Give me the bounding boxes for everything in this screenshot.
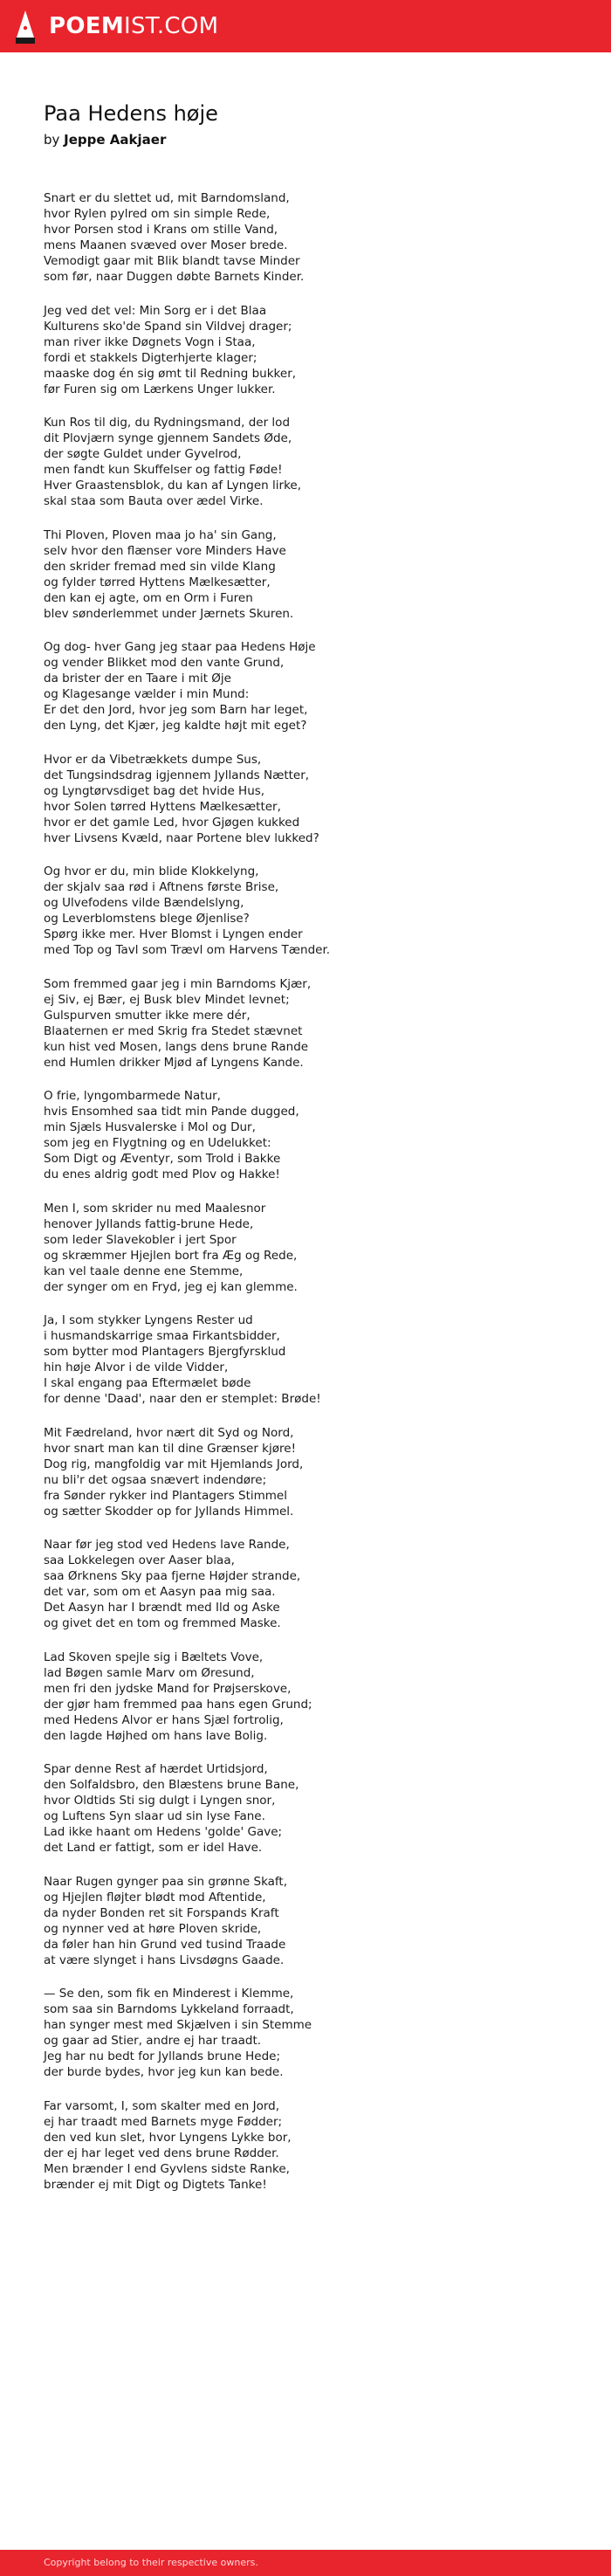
poem-body bbox=[44, 190, 585, 2210]
poem-line: og nynner ved at høre Ploven skride, bbox=[44, 1921, 262, 1936]
pen-nib-logo-icon bbox=[14, 9, 37, 44]
poem-line: hvor Solen tørred Hyttens Mælkesætter, bbox=[44, 799, 281, 814]
author-link[interactable]: Jeppe Aakjaer bbox=[64, 132, 167, 148]
poem-line: hvor er det gamle Led, hvor Gjøgen kukked bbox=[44, 815, 300, 830]
poem-line: den Lyng, det Kjær, jeg kaldte højt mit eget? bbox=[44, 719, 307, 733]
poem-line: at være slynget i hans Livsdøgns Gaade. bbox=[44, 1953, 285, 1967]
stanza bbox=[44, 1425, 585, 1519]
poem-line: da nyder Bonden ret sit Forspands Kraft bbox=[44, 1905, 279, 1920]
poem-line: som jeg en Flygtning og en Udelukket: bbox=[44, 1136, 271, 1150]
poem-line: med Top og Tavl som Trævl om Harvens Tænder. bbox=[44, 943, 331, 957]
poem-line: men fandt kun Skuffelser og fattig Føde! bbox=[44, 463, 283, 477]
stanza bbox=[44, 1537, 585, 1631]
poem-line: lad Bøgen samle Marv om Øresund, bbox=[44, 1665, 255, 1680]
poem-line: Far varsomt, I, som skalter med en Jord, bbox=[44, 2098, 280, 2113]
poem-line: Kun Ros til dig, du Rydningsmand, der lod bbox=[44, 416, 291, 430]
poem-line: Som fremmed gaar jeg i min Barndoms Kjær, bbox=[44, 976, 312, 991]
poem-line: Og hvor er du, min blide Klokkelyng, bbox=[44, 864, 259, 878]
poem-line: som bytter mod Plantagers Bjergfyrsklud bbox=[44, 1345, 286, 1359]
poem-line: mens Maanen svæved over Moser brede. bbox=[44, 238, 288, 252]
poem-line: der synger om en Fryd, jeg ej kan glemme. bbox=[44, 1279, 298, 1294]
poem-line: der gjør ham fremmed paa hans egen Grund; bbox=[44, 1697, 312, 1712]
poem-line: det Tungsindsdrag igjennem Jyllands Nætter, bbox=[44, 768, 310, 782]
stanza bbox=[44, 303, 585, 397]
poem-line: og sætter Skodder op for Jyllands Himmel. bbox=[44, 1504, 294, 1519]
poem-line: end Humlen drikker Mjød af Lyngens Kande. bbox=[44, 1055, 304, 1070]
poem-line: Ja, I som stykker Lyngens Rester ud bbox=[44, 1313, 253, 1327]
poem-line: som saa sin Barndoms Lykkeland forraadt, bbox=[44, 2002, 294, 2016]
poem-line: du enes aldrig godt med Plov og Hakke! bbox=[44, 1167, 280, 1181]
stanza bbox=[44, 976, 585, 1071]
poem-line: og Lyngtørvsdiget bag det hvide Hus, bbox=[44, 783, 265, 798]
poem-line: Vemodigt gaar mit Blik blandt tavse Minder bbox=[44, 254, 300, 268]
poem-line: og vender Blikket mod den vante Grund, bbox=[44, 656, 285, 670]
poem-line: fordi et stakkels Digterhjerte klager; bbox=[44, 350, 257, 365]
poem-line: Som Digt og Æventyr, som Trold i Bakke bbox=[44, 1152, 281, 1166]
poem-line: den skrider fremad med sin vilde Klang bbox=[44, 559, 276, 574]
poem-line: og Hjejlen fløjter blødt mod Aftentide, bbox=[44, 1890, 266, 1904]
stanza bbox=[44, 1088, 585, 1182]
poem-line: hvis Ensomhed saa tidt min Pande dugged, bbox=[44, 1105, 299, 1119]
poem-line: kan vel taale denne ene Stemme, bbox=[44, 1264, 244, 1278]
poem-line: Spørg ikke mer. Hver Blomst i Lyngen ender bbox=[44, 927, 303, 941]
poem-line: nu bli'r det ogsaa snævert indendøre; bbox=[44, 1472, 267, 1487]
poem-line: Blaaternen er med Skrig fra Stedet stævnet bbox=[44, 1023, 303, 1038]
poem-line: blev sønderlemmet under Jærnets Skuren. bbox=[44, 606, 294, 621]
stanza bbox=[44, 752, 585, 846]
poem-line: Er det den Jord, hvor jeg som Barn har leget, bbox=[44, 703, 308, 717]
poem-line: Hver Graastensblok, du kan af Lyngen lirke, bbox=[44, 479, 302, 492]
poem-line: hvor Porsen stod i Krans om stille Vand, bbox=[44, 223, 278, 237]
poem-title: Paa Hedens høje bbox=[44, 101, 218, 126]
poem-line: det var, som om et Aasyn paa mig saa. bbox=[44, 1585, 276, 1599]
poem-line: og skræmmer Hjejlen bort fra Æg og Rede, bbox=[44, 1248, 298, 1263]
poem-line: som før, naar Duggen døbte Barnets Kinder. bbox=[44, 270, 305, 284]
poem-line: før Furen sig om Lærkens Unger lukker. bbox=[44, 382, 276, 396]
poem-line: Spar denne Rest af hærdet Urtidsjord, bbox=[44, 1762, 268, 1776]
site-logo-link[interactable] bbox=[14, 9, 241, 44]
poem-line: Snart er du slettet ud, mit Barndomsland, bbox=[44, 191, 290, 205]
poem-line: Jeg har nu bedt for Jyllands brune Hede; bbox=[44, 2049, 281, 2063]
poem-line: hvor Oldtids Sti sig dulgt i Lyngen snor, bbox=[44, 1794, 276, 1808]
poem-line: Thi Ploven, Ploven maa jo ha' sin Gang, bbox=[44, 527, 277, 542]
poem-line: og Klagesange vælder i min Mund: bbox=[44, 687, 250, 701]
poem-line: der søgte Guldet under Gyvelrod, bbox=[44, 447, 242, 461]
poem-line: henover Jyllands fattig-brune Hede, bbox=[44, 1216, 254, 1231]
poem-line: Gulspurven smutter ikke mere dér, bbox=[44, 1008, 251, 1023]
poem-line: Kulturens sko'de Spand sin Vildvej drager; bbox=[44, 319, 292, 334]
poem-line: i husmandskarrige smaa Firkantsbidder, bbox=[44, 1329, 280, 1343]
poem-line: da brister der en Taare i mit Øje bbox=[44, 672, 231, 685]
poem-line: I skal engang paa Eftermælet bøde bbox=[44, 1376, 251, 1390]
poem-line: Men I, som skrider nu med Maalesnor bbox=[44, 1201, 266, 1216]
logo-text-light: IST.COM bbox=[124, 13, 219, 39]
stanza bbox=[44, 1312, 585, 1407]
poem-line: Lad Skoven spejle sig i Bæltets Vove, bbox=[44, 1650, 264, 1664]
poem-line: min Sjæls Husvalerske i Mol og Dur, bbox=[44, 1120, 256, 1134]
poem-line: skal staa som Bauta over ædel Virke. bbox=[44, 494, 264, 508]
poem-line: den kan ej agte, om en Orm i Furen bbox=[44, 590, 253, 605]
poem-line: saa Lokkelegen over Aaser blaa, bbox=[44, 1553, 235, 1567]
poem-line: og Luftens Syn slaar ud sin lyse Fane. bbox=[44, 1809, 265, 1823]
poem-line: man river ikke Døgnets Vogn i Staa, bbox=[44, 334, 256, 349]
byline bbox=[44, 131, 166, 148]
poem-line: hver Livsens Kvæld, naar Portene blev lukked? bbox=[44, 830, 319, 845]
poem-line: og Leverblomstens blege Øjenlise? bbox=[44, 912, 250, 926]
poem-line: og gaar ad Stier, andre ej har traadt. bbox=[44, 2034, 262, 2048]
poem-line: Mit Fædreland, hvor nært dit Syd og Nord, bbox=[44, 1425, 294, 1440]
poem-line: hvor Rylen pylred om sin simple Rede, bbox=[44, 207, 271, 221]
poem-line: men fri den jydske Mand for Prøjserskove, bbox=[44, 1681, 292, 1696]
stanza bbox=[44, 527, 585, 622]
copyright-text: Copyright belong to their respective owners. bbox=[44, 2557, 258, 2568]
poem-line: der burde bydes, hvor jeg kun kan bede. bbox=[44, 2065, 284, 2079]
poem-line: Naar Rugen gynger paa sin grønne Skaft, bbox=[44, 1874, 288, 1889]
site-logo-text bbox=[49, 12, 218, 40]
poem-line: og fylder tørred Hyttens Mælkesætter, bbox=[44, 575, 271, 589]
poem-line: hin høje Alvor i de vilde Vidder, bbox=[44, 1360, 229, 1374]
poem-line: brænder ej mit Digt og Digtets Tanke! bbox=[44, 2177, 267, 2192]
stanza bbox=[44, 1650, 585, 1744]
poem-line: — Se den, som fik en Minderest i Klemme, bbox=[44, 1987, 294, 2001]
poem-line: den ved kun slet, hvor Lyngens Lykke bor, bbox=[44, 2130, 292, 2145]
poem-line: han synger mest med Skjælven i sin Stemme bbox=[44, 2018, 312, 2032]
poem-line: med Hedens Alvor er hans Sjæl fortrolig, bbox=[44, 1712, 284, 1727]
site-footer bbox=[0, 2550, 611, 2576]
poem-line: Jeg ved det vel: Min Sorg er i det Blaa bbox=[44, 303, 267, 318]
poem-line: ej har traadt med Barnets myge Fødder; bbox=[44, 2114, 283, 2129]
poem-line: Og dog- hver Gang jeg staar paa Hedens Høje bbox=[44, 640, 316, 654]
poem-line: Hvor er da Vibetrækkets dumpe Sus, bbox=[44, 752, 262, 767]
poem-line: da føler han hin Grund ved tusind Traade bbox=[44, 1937, 286, 1952]
stanza bbox=[44, 639, 585, 734]
poem-line: Lad ikke haant om Hedens 'golde' Gave; bbox=[44, 1825, 283, 1839]
poem-line: den Solfaldsbro, den Blæstens brune Bane, bbox=[44, 1778, 299, 1792]
poem-line: der ej har leget ved dens brune Rødder. bbox=[44, 2146, 279, 2160]
poem-line: Naar før jeg stod ved Hedens lave Rande, bbox=[44, 1538, 290, 1552]
site-header bbox=[0, 0, 611, 52]
poem-line: Men brænder I end Gyvlens sidste Ranke, bbox=[44, 2161, 290, 2176]
poem-line: og Ulvefodens vilde Bændelslyng, bbox=[44, 896, 244, 910]
stanza bbox=[44, 1761, 585, 1856]
stanza bbox=[44, 415, 585, 509]
poem-line: O frie, lyngombarmede Natur, bbox=[44, 1089, 221, 1103]
poem-line: ej Siv, ej Bær, ej Busk blev Mindet levnet; bbox=[44, 992, 290, 1007]
poem-line: dit Plovjærn synge gjennem Sandets Øde, bbox=[44, 431, 292, 445]
poem-line: maaske dog én sig ømt til Redning bukker, bbox=[44, 366, 297, 381]
poem-line: det Land er fattigt, som er idel Have. bbox=[44, 1841, 263, 1855]
poem-line: saa Ørknens Sky paa fjerne Højder strande, bbox=[44, 1569, 301, 1583]
poem-line: den lagde Højhed om hans lave Bolig. bbox=[44, 1728, 268, 1743]
poem-line: for denne 'Daad', naar den er stemplet: Brøde! bbox=[44, 1392, 321, 1406]
poem-line: hvor snart man kan til dine Grænser kjøre! bbox=[44, 1441, 296, 1456]
logo-text-bold: POEM bbox=[49, 13, 124, 39]
poem-line: Dog rig, mangfoldig var mit Hjemlands Jord, bbox=[44, 1457, 304, 1471]
byline-prefix: by bbox=[44, 132, 65, 148]
stanza bbox=[44, 1874, 585, 1968]
poem-line: selv hvor den flænser vore Minders Have bbox=[44, 543, 286, 558]
stanza bbox=[44, 2098, 585, 2193]
stanza bbox=[44, 1201, 585, 1295]
poem-line: der skjalv saa rød i Aftnens første Brise, bbox=[44, 880, 279, 894]
poem-line: kun hist ved Mosen, langs dens brune Rande bbox=[44, 1039, 309, 1054]
stanza bbox=[44, 864, 585, 958]
stanza bbox=[44, 190, 585, 285]
poem-line: fra Sønder rykker ind Plantagers Stimmel bbox=[44, 1488, 287, 1503]
poem-line: og givet det en tom og fremmed Maske. bbox=[44, 1616, 281, 1630]
poem-line: Det Aasyn har I brændt med Ild og Aske bbox=[44, 1601, 280, 1615]
poem-line: som leder Slavekobler i jert Spor bbox=[44, 1232, 237, 1247]
stanza bbox=[44, 1986, 585, 2080]
